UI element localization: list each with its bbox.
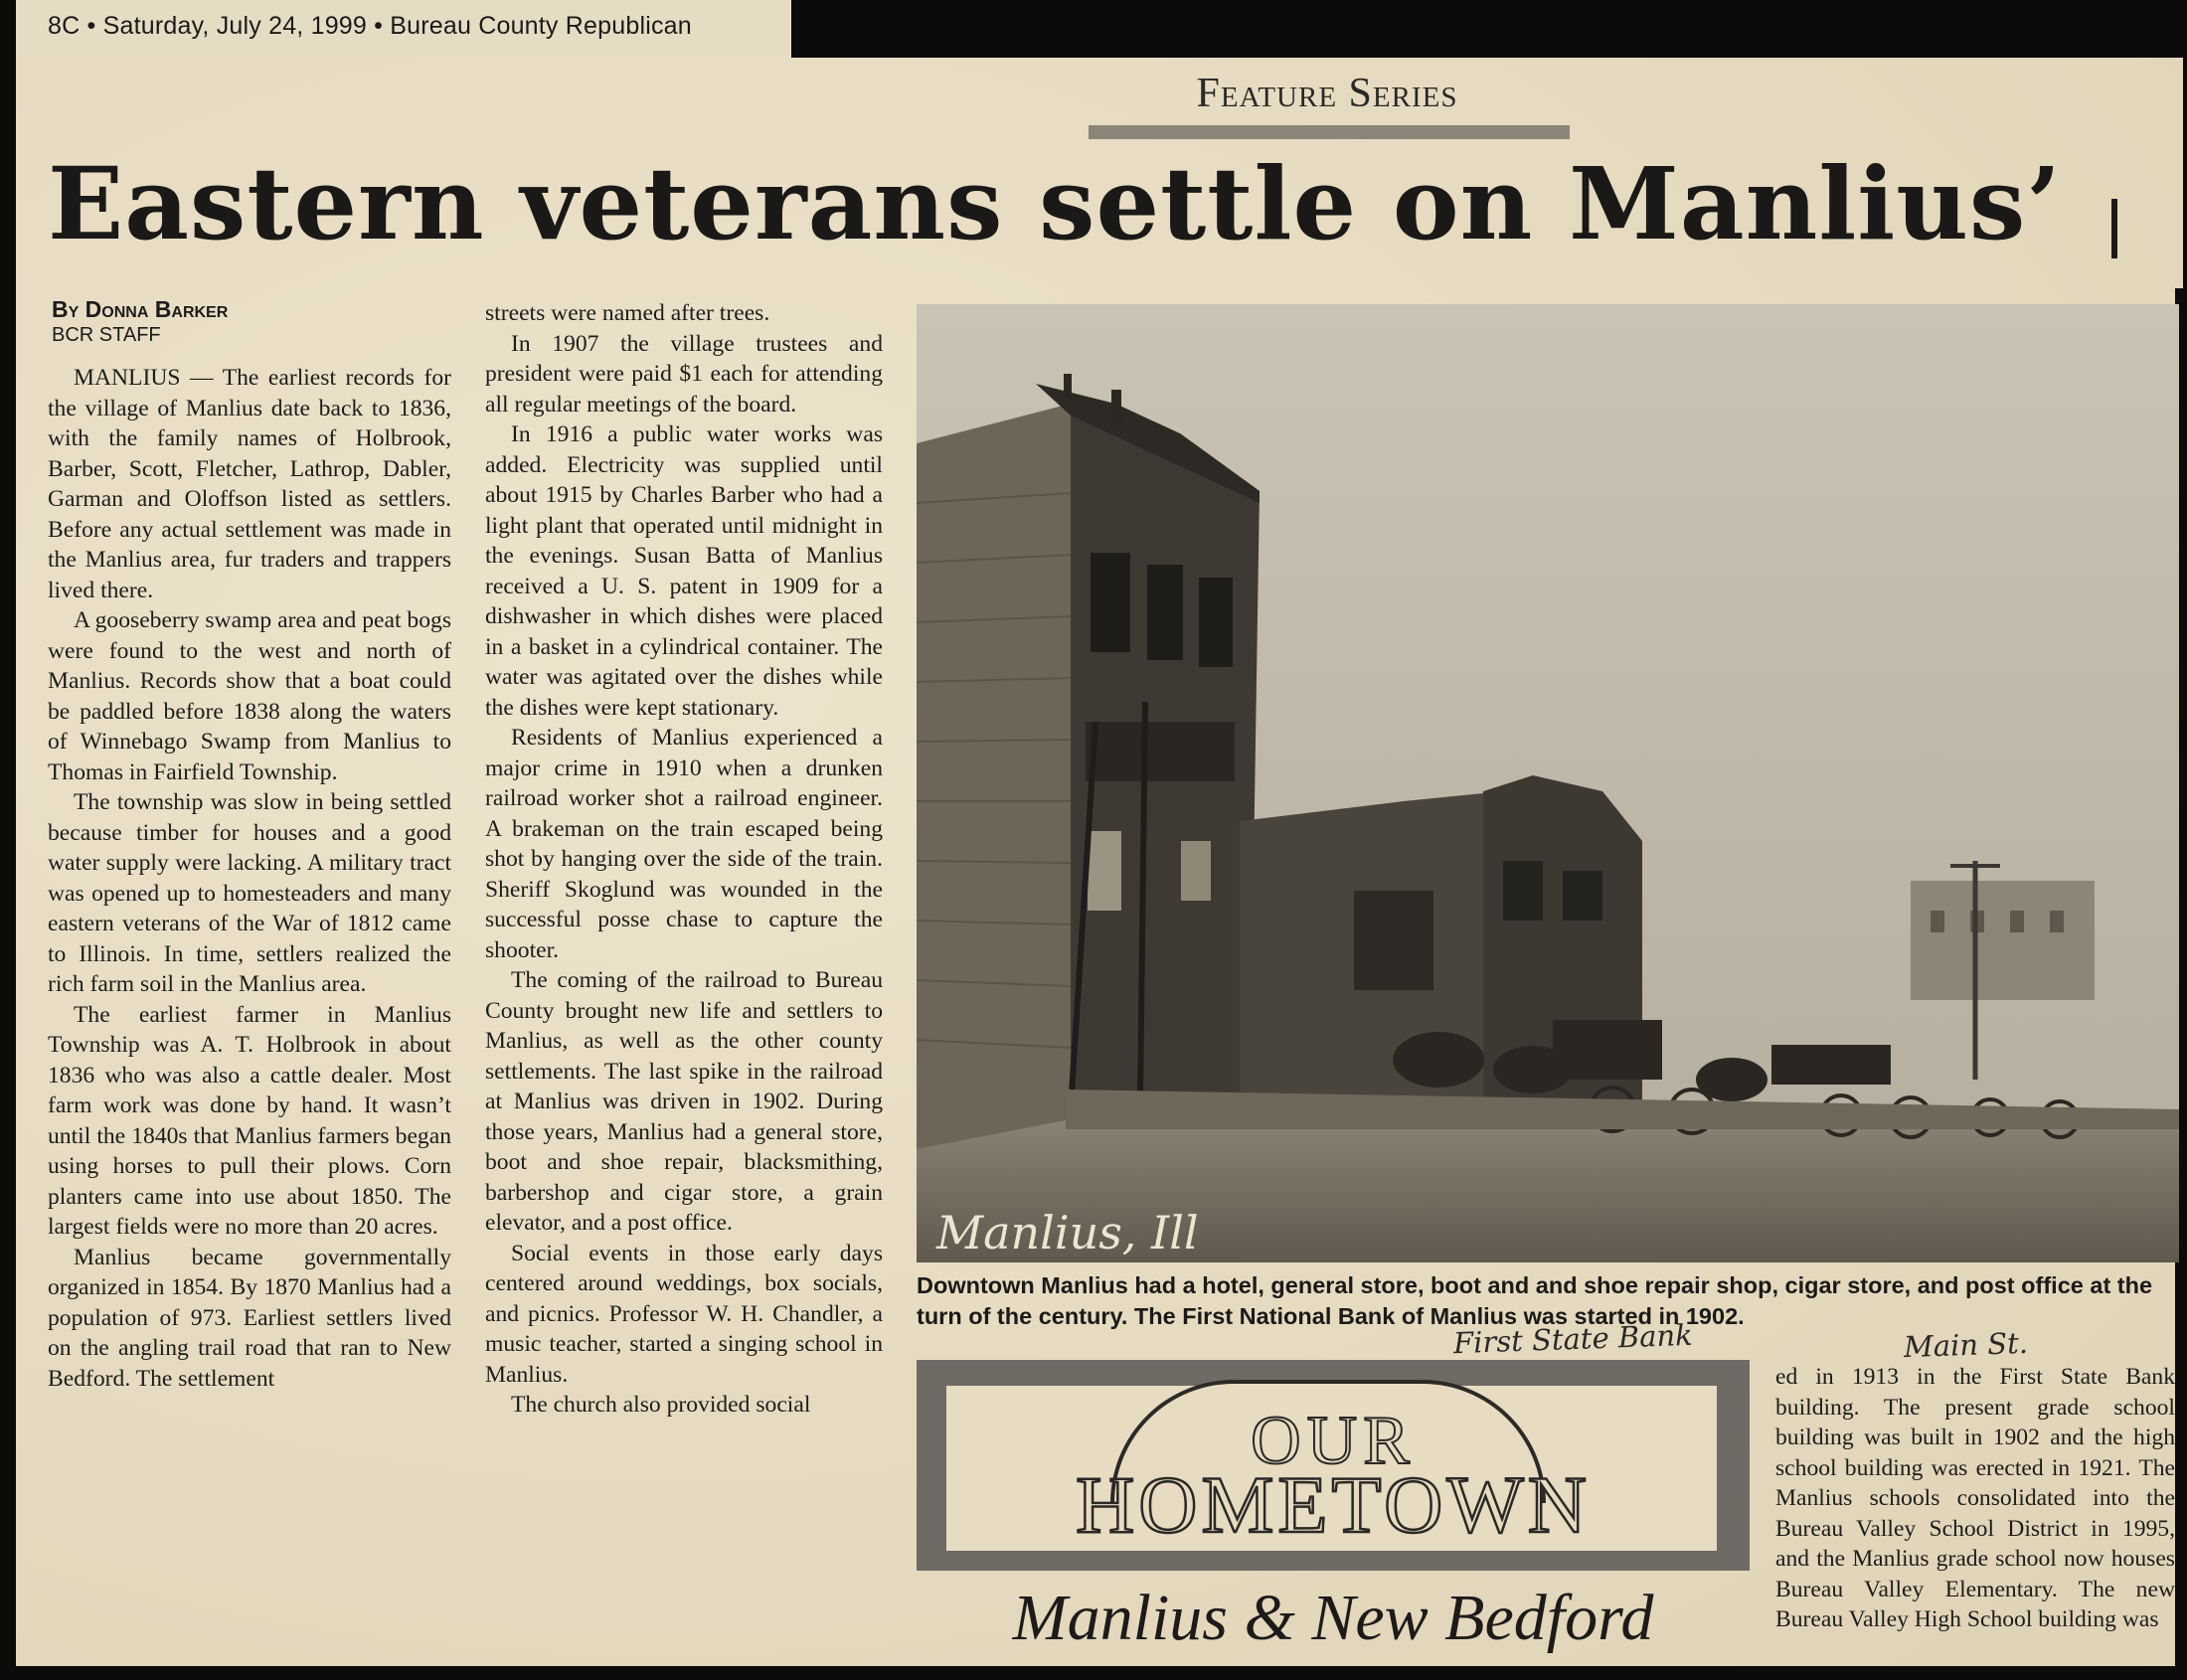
paragraph: The township was slow in being settled because timber for houses and a good water supply were lacking. A military tract was opened up to homesteaders and many eastern veterans of the War of 1812 came to Illinois. In time, settlers realized the rich farm soil in the Manlius area. <box>48 789 451 997</box>
photo-caption: Downtown Manlius had a hotel, general store, boot and and shoe repair shop, cigar store, and post office at the turn of the century. The First National Bank of Manlius was started in 1902. <box>917 1272 2153 1329</box>
paragraph: streets were named after trees. <box>485 300 770 326</box>
paragraph: A gooseberry swamp area and peat bogs were found to the west and north of Manlius. Records show that a boat could be paddled before 1838 along the waters of Winnebago Swamp from Manlius to Thomas in Fairfield Township. <box>48 607 451 785</box>
paragraph: In 1916 a public water works was added. Electricity was supplied until about 1915 by Charles Barber who had a light plant that operated until midnight in the evenings. Susan Batta of Manlius received a U. S. patent in 1909 for a dishwasher in which dishes were placed in a basket in a cylindrical container. The water was agitated over the dishes while the dishes were kept stationary. <box>485 421 883 721</box>
article-column-1 <box>48 363 451 1394</box>
logo-our-text: OUR <box>1251 1403 1416 1479</box>
paragraph: The coming of the railroad to Bureau County brought new life and settlers to Manlius, as well as the other county settlements. The last spike in the railroad at Manlius was driven in 1902. During those years, Manlius had a general store, boot and shoe repair, blacksmithing, barbershop and cigar store, a grain elevator, and a post office. <box>485 967 883 1236</box>
paragraph: In 1907 the village trustees and president were paid $1 each for attending all regular meetings of the board. <box>485 330 883 418</box>
logo-hometown-text: HOMETOWN <box>1076 1459 1591 1550</box>
paragraph: Social events in those early days centered around weddings, box socials, and picnics. Professor W. H. Chandler, a music teacher, started a singing school in Manlius. <box>485 1240 883 1388</box>
section-label: Feature Series <box>1196 71 1458 116</box>
scan-background-top <box>791 0 2187 58</box>
torn-edge-mark <box>2111 199 2117 258</box>
paragraph: ed in 1913 in the First State Bank building. The present grade school building was built in 1902 and the high school building was erected in 1921. The Manlius schools consolidated into the Bureau Valley School District in 1995, and the Manlius grade school now houses Bureau Valley Elementary. The new Bureau Valley High School building was <box>1775 1364 2175 1632</box>
paragraph: The church also provided social <box>511 1392 811 1418</box>
article-column-3 <box>1775 1362 2175 1666</box>
paragraph: Manlius became governmentally organized in 1854. By 1870 Manlius had a population of 973. Earliest settlers lived on the angling trail road that ran to New Bedford. The settlement <box>48 1244 451 1392</box>
our-hometown-logo <box>917 1360 1750 1658</box>
article-column-2 <box>485 298 883 1421</box>
logo-subtitle: Manlius & New Bedford <box>1012 1582 1654 1654</box>
byline-author: By Donna Barker <box>52 296 229 322</box>
paragraph: MANLIUS — The earliest records for the village of Manlius date back to 1836, with the family names of Holbrook, Barber, Scott, Fletcher, Lathrop, Dabler, Garman and Oloffson listed as settlers. Before any actual settlement was made in the Manlius area, fur traders and trappers lived there. <box>48 365 451 603</box>
section-rule <box>1089 125 1570 139</box>
handwritten-street-note: Main St. <box>1903 1325 2029 1365</box>
masthead-line: 8C • Saturday, July 24, 1999 • Bureau County Republican <box>48 12 692 40</box>
paragraph: Residents of Manlius experienced a major crime in 1910 when a drunken railroad worker shot a railroad engineer. A brakeman on the train escaped being shot by hanging over the side of the train. Sheriff Skoglund was wounded in the successful posse chase to capture the shooter. <box>485 725 883 963</box>
byline-staff: BCR STAFF <box>52 324 161 346</box>
paragraph: The earliest farmer in Manlius Township was A. T. Holbrook in about 1836 who was also a cattle dealer. Most farm work was done by hand. It wasn’t until the 1840s that Manlius farmers began using horses to pull their plows. Corn planters came into use about 1850. The largest fields were no more than 20 acres. <box>48 1001 451 1240</box>
photo-inscription: Manlius, Ill <box>936 1206 1199 1260</box>
historic-street-photo <box>917 304 2179 1262</box>
handwritten-bank-note: First State Bank <box>1452 1317 1694 1361</box>
headline: Eastern veterans settle on Manlius’ <box>48 145 2063 262</box>
